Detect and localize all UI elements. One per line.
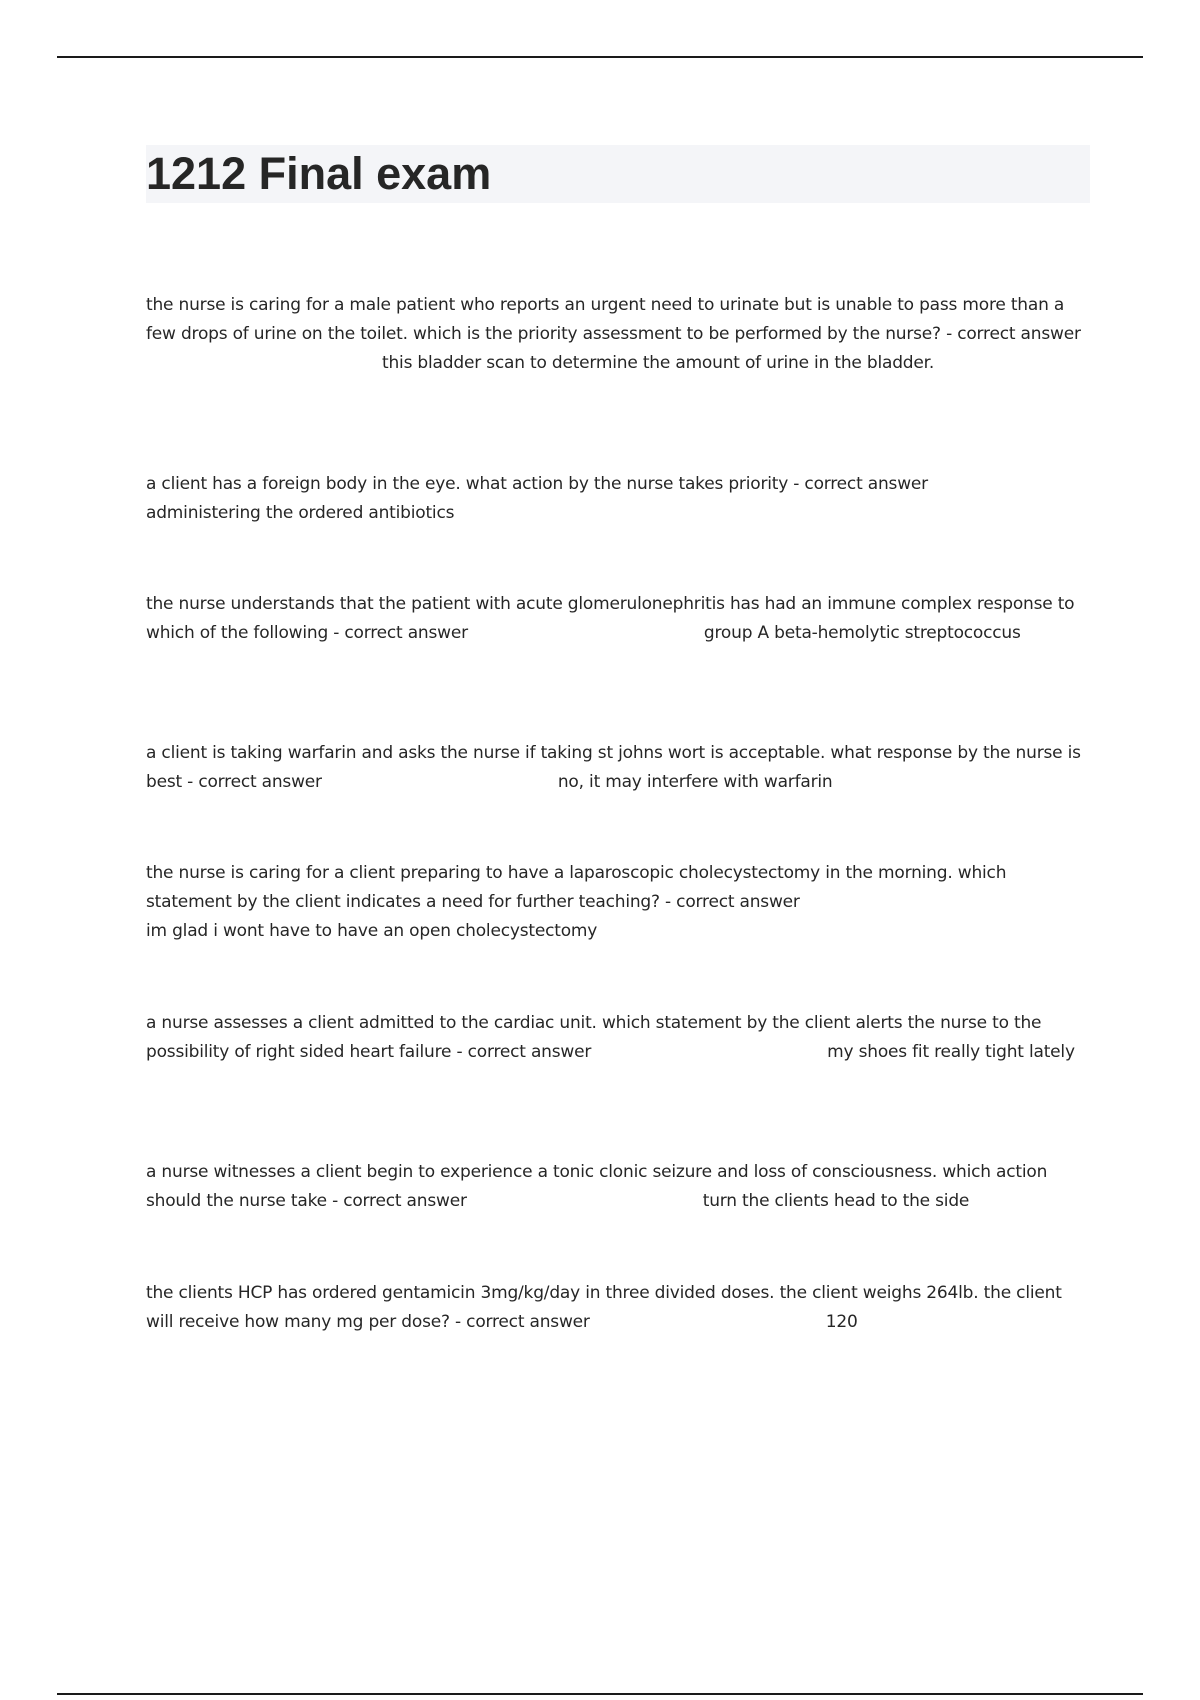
question-text: a client has a foreign body in the eye. what action by the nurse takes priority - correct answer [146, 474, 928, 494]
answer-text: 120 [825, 1312, 858, 1332]
answer-text: turn the clients head to the side [702, 1191, 970, 1211]
answer-text: my shoes fit really tight lately [827, 1042, 1075, 1062]
qa-item-5 [146, 859, 1091, 946]
question-text: a client is taking warfarin and asks the nurse if taking st johns wort is acceptable. what response by the nurse is best - correct answer [146, 743, 1081, 792]
answer-text: this bladder scan to determine the amount of urine in the bladder. [382, 353, 935, 373]
qa-item-6 [146, 1009, 1091, 1067]
answer-text: no, it may interfere with warfarin [557, 772, 833, 792]
title-bar [146, 145, 1090, 203]
answer-text: im glad i wont have to have an open cholecystectomy [146, 921, 598, 941]
qa-item-7 [146, 1158, 1091, 1216]
qa-item-4 [146, 739, 1091, 797]
qa-item-2 [146, 470, 1091, 528]
qa-item-8 [146, 1279, 1091, 1337]
bottom-rule [57, 1693, 1143, 1695]
page-title: 1212 Final exam [146, 148, 492, 199]
question-text: the nurse is caring for a male patient who reports an urgent need to urinate but is unable to pass more than a few drops of urine on the toilet. which is the priority assessment to be performed by the nurse? - correct answer [146, 295, 1081, 344]
question-text: the clients HCP has ordered gentamicin 3mg/kg/day in three divided doses. the client weighs 264lb. the client will receive how many mg per dose? - correct answer [146, 1283, 1062, 1332]
qa-item-1 [146, 291, 1091, 378]
answer-text: group A beta-hemolytic streptococcus [703, 623, 1021, 643]
answer-text: administering the ordered antibiotics [146, 503, 455, 523]
qa-item-3 [146, 590, 1091, 648]
question-text: a nurse assesses a client admitted to the cardiac unit. which statement by the client alerts the nurse to the possibility of right sided heart failure - correct answer [146, 1013, 1042, 1062]
question-text: the nurse is caring for a client preparing to have a laparoscopic cholecystectomy in the morning. which statement by the client indicates a need for further teaching? - correct answer [146, 863, 1007, 912]
top-rule [57, 56, 1143, 58]
question-text: the nurse understands that the patient with acute glomerulonephritis has had an immune complex response to which of the following - correct answer [146, 594, 1075, 643]
question-text: a nurse witnesses a client begin to experience a tonic clonic seizure and loss of consciousness. which action should the nurse take - correct answer [146, 1162, 1048, 1211]
